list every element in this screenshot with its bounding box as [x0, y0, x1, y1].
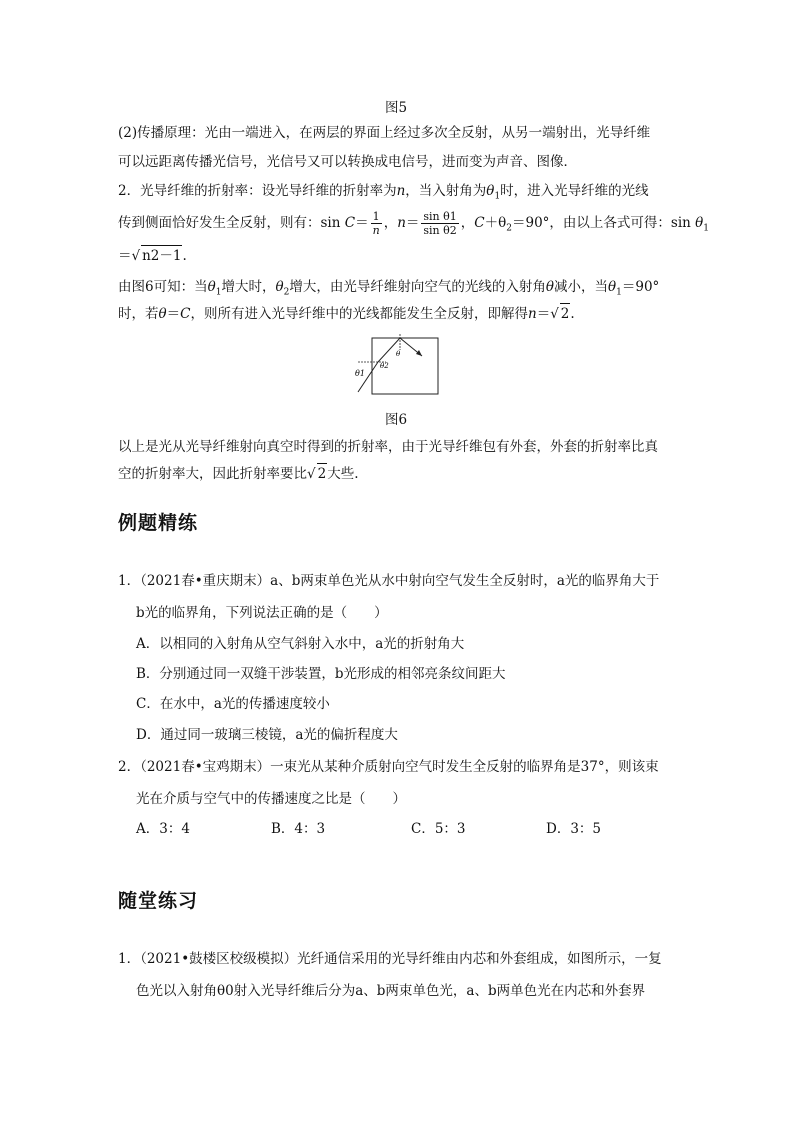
q2-stem-line-1: 2．（2021春•宝鸡期末）一束光从某种介质射向空气时发生全反射的临界角是37°，则该束	[118, 759, 659, 775]
denominator: sin θ2	[423, 224, 457, 237]
arrow-head	[416, 350, 422, 356]
sqrt-expression: 2	[560, 303, 571, 324]
refractive-index-line-2	[118, 206, 709, 246]
text: ＝	[355, 215, 369, 231]
principle-line-2: 可以远距离传播光信号，光信号又可以转换成电信号，进而变为声音、图像．	[118, 154, 577, 170]
text: 增大时，	[221, 279, 276, 295]
text: ＝	[118, 248, 132, 264]
text: ，	[383, 215, 398, 231]
text: ＝	[405, 215, 420, 231]
q2-option-d: D．3：5	[546, 821, 602, 837]
var-n: n	[396, 183, 406, 199]
numerator: 1	[371, 210, 382, 224]
text: 减小，当	[553, 279, 608, 295]
label-theta2: θ2	[380, 362, 389, 370]
subscript: 1	[703, 223, 710, 234]
text: ＋θ	[484, 215, 507, 231]
figure-6-caption: 图6	[385, 412, 408, 428]
var-theta: θ	[158, 306, 167, 322]
q1-option-b: B．分别通过同一双缝干涉装置，b光形成的相邻亮条纹间距大	[136, 666, 506, 682]
q1-option-d: D．通过同一玻璃三棱镜，a光的偏折程度大	[136, 727, 398, 743]
text: ，当入射角为	[405, 183, 487, 199]
q2-option-b: B．4：3	[271, 821, 326, 837]
text: ＝90°	[621, 279, 660, 295]
var-C: C	[180, 306, 191, 322]
text: 时，进入光导纤维的光线	[500, 183, 649, 199]
text: 空的折射率大，因此折射率要比	[118, 466, 307, 482]
figure-6-analysis-line-1	[118, 277, 659, 303]
q2-option-c: C．5：3	[411, 821, 466, 837]
subscript: 2	[506, 223, 512, 234]
subscript: 2	[283, 287, 290, 298]
text: 传到侧面恰好发生全反射，则有：sin	[118, 215, 341, 231]
subscript: 1	[215, 287, 222, 298]
text: 大些.	[327, 466, 359, 482]
subscript: 1	[616, 287, 622, 298]
text: 由图6可知：当	[118, 279, 208, 295]
var-n: n	[527, 306, 537, 322]
var-theta: θ	[545, 279, 554, 295]
conclusion-line-2: 空的折射率大，因此折射率要比√ 2大些.	[118, 463, 359, 484]
text: 增大，由光导纤维射向空气的光线的入射角	[289, 279, 546, 295]
figure-5-caption: 图5	[385, 100, 408, 116]
q1-stem-line-1: 1．（2021春•重庆期末）a、b两束单色光从水中射向空气发生全反射时，a光的临界角大于	[118, 573, 660, 589]
q3-stem-line-2: 色光以入射角θ0射入光导纤维后分为a、b两束单色光，a、b两单色光在内芯和外套界	[136, 983, 646, 999]
var-C: C	[344, 215, 356, 231]
q2-option-a: A．3：4	[136, 821, 190, 837]
var-C: C	[474, 215, 485, 231]
sqrt-expression: 2	[317, 463, 328, 484]
text: 2．光导纤维的折射率：设光导纤维的折射率为	[118, 183, 397, 199]
var-theta: θ	[275, 279, 284, 295]
var-theta: θ	[607, 279, 617, 295]
numerator: sin θ1	[423, 210, 457, 223]
subscript: 1	[494, 191, 501, 202]
fraction-1-over-n	[371, 210, 382, 237]
text: 时，若	[118, 306, 159, 322]
text: .	[570, 306, 575, 322]
var-theta: θ	[486, 183, 495, 199]
figure-6-diagram	[352, 334, 442, 398]
var-n: n	[397, 215, 406, 231]
figure-6-analysis-line-2: 时，若θ＝C，则所有进入光导纤维中的光线都能发生全反射，即解得n＝√ 2.	[118, 303, 575, 324]
q3-stem-line-1: 1．（2021•鼓楼区校级模拟）光纤通信采用的光导纤维由内芯和外套组成，如图所示，一复	[118, 951, 662, 967]
q1-option-c: C．在水中，a光的传播速度较小	[136, 696, 330, 712]
var-theta: θ	[695, 215, 704, 231]
heading-examples: 例题精练	[118, 512, 199, 534]
refractive-index-line-1	[118, 181, 649, 207]
q1-option-a: A．以相同的入射角从空气斜射入水中，a光的折射角大	[136, 636, 465, 652]
text: ＝90°，由以上各式可得：sin	[511, 215, 691, 231]
text: ，	[460, 215, 475, 231]
denominator: n	[372, 224, 380, 237]
text: .	[182, 248, 187, 264]
text: ，则所有进入光导纤维中的光线都能发生全反射，即解得	[190, 306, 528, 322]
var-theta: θ	[207, 279, 216, 295]
fraction-sin-ratio	[421, 210, 458, 237]
principle-line-1: (2)传播原理：光由一端进入，在两层的界面上经过多次全反射，从另一端射出，光导纤维	[118, 125, 651, 141]
conclusion-line-1: 以上是光从光导纤维射向真空时得到的折射率，由于光导纤维包有外套，外套的折射率比真	[118, 439, 658, 455]
sqrt-expression: n2－1	[141, 245, 182, 266]
q2-stem-line-2: 光在介质与空气中的传播速度之比是（ ）	[136, 791, 406, 807]
q1-stem-line-2: b光的临界角，下列说法正确的是（ ）	[136, 605, 388, 621]
label-theta1: θ1	[355, 369, 365, 378]
text: ＝	[166, 306, 181, 322]
label-theta: θ	[396, 350, 401, 358]
heading-practice: 随堂练习	[118, 890, 199, 912]
refractive-index-line-3: ＝√ n2－1.	[118, 245, 187, 266]
text: ＝	[536, 306, 551, 322]
